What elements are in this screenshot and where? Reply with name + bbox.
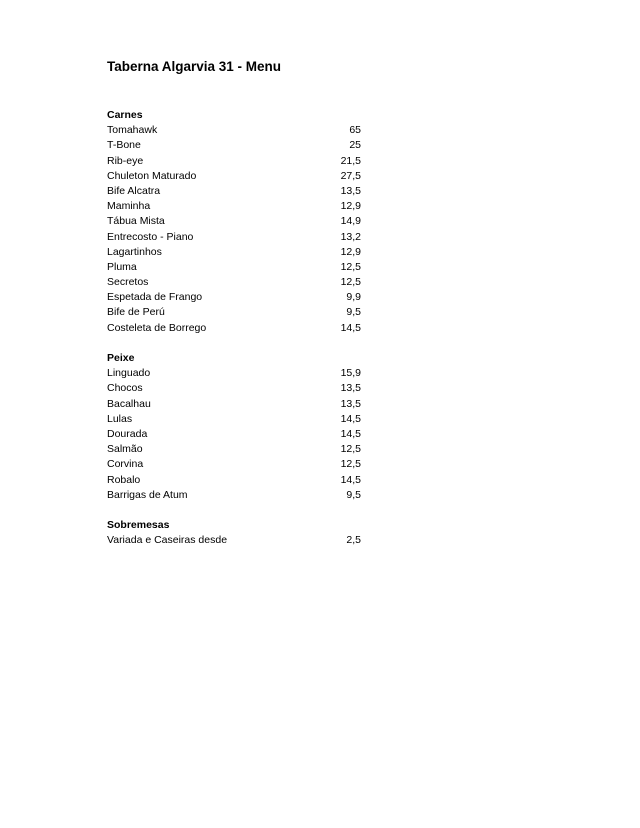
menu-item [107, 457, 361, 472]
menu-item-name: Linguado [107, 367, 151, 380]
menu-item-price: 13,5 [340, 184, 361, 197]
section-title: Peixe [107, 352, 135, 364]
menu-item-name: Corvina [107, 458, 144, 471]
menu-item [107, 290, 361, 305]
menu-item-price: 12,9 [340, 245, 361, 258]
menu-item-name: Secretos [107, 276, 149, 289]
menu-item-name: Variada e Caseiras desde [107, 534, 228, 547]
menu-item-price: 2,5 [346, 534, 361, 547]
menu-item [107, 138, 361, 153]
menu-item [107, 123, 361, 138]
section-title: Carnes [107, 109, 143, 121]
menu-item-name: Bife Alcatra [107, 184, 161, 197]
menu-item [107, 260, 361, 275]
menu-item-name: Dourada [107, 427, 148, 440]
menu-sections [107, 108, 361, 548]
menu-item [107, 214, 361, 229]
menu-item-price: 13,5 [340, 397, 361, 410]
menu-item [107, 275, 361, 290]
spacer [107, 76, 361, 108]
menu-item [107, 184, 361, 199]
menu-item-price: 21,5 [340, 154, 361, 167]
section-spacer [107, 336, 361, 351]
menu-item [107, 366, 361, 381]
menu-section-sobremesas [107, 518, 361, 548]
menu-item-name: Espetada de Frango [107, 291, 203, 304]
menu-item-name: Entrecosto - Piano [107, 230, 194, 243]
menu-item-price: 12,5 [340, 458, 361, 471]
menu-item-price: 13,5 [340, 382, 361, 395]
menu-item-name: Salmão [107, 443, 143, 456]
menu-item-price: 15,9 [340, 367, 361, 380]
menu-item-name: T-Bone [107, 139, 141, 152]
menu-item-price: 12,5 [340, 276, 361, 289]
menu-item-name: Barrigas de Atum [107, 488, 188, 501]
menu-item-name: Tomahawk [107, 124, 158, 137]
menu-item-price: 14,9 [340, 215, 361, 228]
menu-item-name: Bife de Perú [107, 306, 165, 319]
menu-item-price: 9,5 [346, 488, 361, 501]
menu-section-carnes [107, 108, 361, 336]
menu-item [107, 199, 361, 214]
menu-item-price: 14,5 [340, 473, 361, 486]
menu-item [107, 397, 361, 412]
menu-item [107, 533, 361, 548]
menu-item-name: Lulas [107, 412, 133, 425]
menu-item [107, 473, 361, 488]
menu-item-name: Rib-eye [107, 154, 144, 167]
menu-item-price: 9,5 [346, 306, 361, 319]
menu-item-name: Robalo [107, 473, 141, 486]
menu-item-name: Chocos [107, 382, 143, 395]
page-title: Taberna Algarvia 31 - Menu [107, 59, 282, 74]
menu-item-name: Maminha [107, 200, 151, 213]
menu-item-price: 9,9 [346, 291, 361, 304]
menu-item-name: Pluma [107, 260, 137, 273]
menu-item [107, 230, 361, 245]
menu-item-price: 12,5 [340, 260, 361, 273]
menu-item [107, 412, 361, 427]
menu-item-price: 13,2 [340, 230, 361, 243]
menu-item [107, 488, 361, 503]
menu-item-name: Lagartinhos [107, 245, 162, 258]
menu-item [107, 305, 361, 320]
menu-item [107, 154, 361, 169]
menu-item [107, 381, 361, 396]
menu-item-price: 65 [349, 124, 361, 137]
menu-section-peixe [107, 351, 361, 503]
menu-item-price: 25 [349, 139, 361, 152]
menu-item-price: 14,5 [340, 412, 361, 425]
menu-item-price: 14,5 [340, 427, 361, 440]
menu-item-name: Costeleta de Borrego [107, 321, 207, 334]
menu-item [107, 321, 361, 336]
menu-item-price: 14,5 [340, 321, 361, 334]
menu-item-price: 12,5 [340, 443, 361, 456]
menu-item [107, 442, 361, 457]
section-title: Sobremesas [107, 519, 170, 532]
section-spacer [107, 503, 361, 518]
menu-item [107, 169, 361, 184]
menu-item-name: Tábua Mista [107, 215, 165, 228]
menu-item [107, 427, 361, 442]
menu-item [107, 245, 361, 260]
menu-item-price: 27,5 [340, 169, 361, 182]
menu-page [107, 58, 361, 548]
menu-item-name: Bacalhau [107, 397, 151, 410]
menu-item-price: 12,9 [340, 200, 361, 213]
menu-item-name: Chuleton Maturado [107, 169, 197, 182]
